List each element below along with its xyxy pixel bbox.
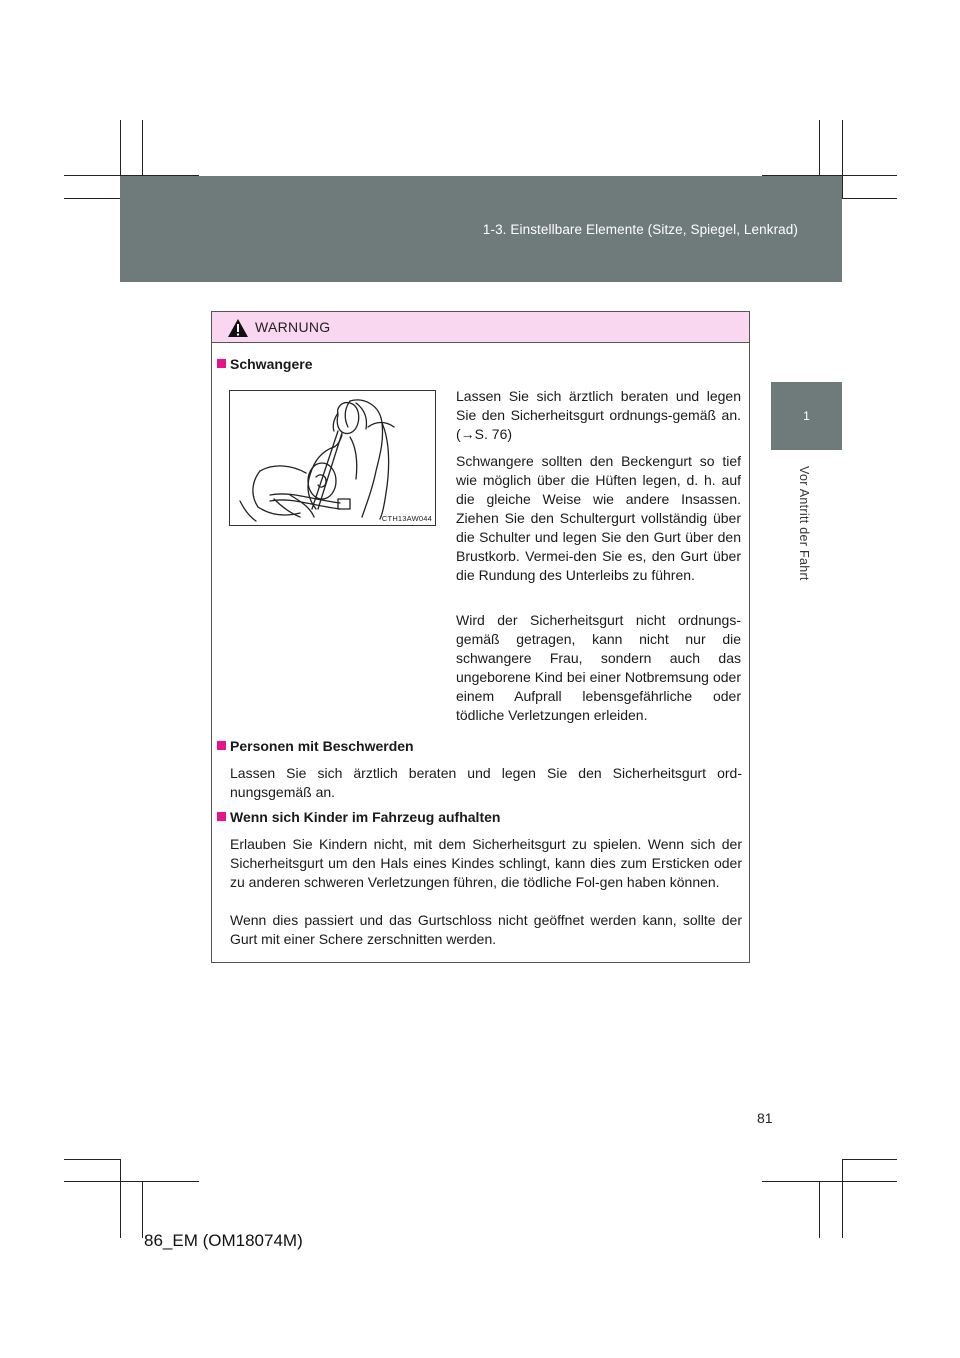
crop-mark [842,1159,897,1160]
paragraph: Schwangere sollten den Beckengurt so tief wie möglich über die Hüften legen, d. h. auf die gleiche Weise wie andere Insassen. Ziehen Sie den Schultergurt vollständig über die Schulter und legen Sie den Gurt über den Brustkorb. Vermei-den Sie es, den Gurt über die Rundung des Unterleibs zu führen. [456,453,741,583]
chapter-label-text: Vor Antritt der Fahrt [797,466,811,581]
section-heading [217,809,500,825]
section-title: 1-3. Einstellbare Elemente (Sitze, Spiegel, Lenkrad) [482,222,798,237]
page-number: 81 [757,1110,773,1126]
crop-mark [64,1159,120,1160]
crop-mark [819,1181,820,1238]
warning-title: WARNUNG [255,319,331,335]
header-band [120,176,842,282]
paragraph: Wenn dies passiert und das Gurtschloss nicht geöffnet werden kann, sollte der Gurt mit einer Schere zerschnitten werden. [230,912,742,947]
crop-mark [120,1159,121,1238]
crop-mark [842,198,897,199]
paragraph: Lassen Sie sich ärztlich beraten und legen Sie den Sicherheitsgurt ord-nungsgemäß an. [230,765,742,800]
pregnant-woman-seatbelt-image [230,391,436,526]
manual-code: 86_EM (OM18074M) [144,1231,303,1250]
chapter-number: 1 [803,409,810,423]
section-heading-text: Schwangere [230,356,313,372]
paragraph: Lassen Sie sich ärztlich beraten und legen Sie den Sicherheitsgurt ordnungs-gemäß an. (→S. 76) [456,388,741,442]
bullet-square-icon [217,741,226,750]
bullet-square-icon [217,812,226,821]
crop-mark [842,1159,843,1238]
bullet-square-icon [217,359,226,368]
illustration-pregnant-seatbelt [229,390,436,526]
warning-triangle-icon [227,318,249,338]
chapter-label [797,466,817,606]
paragraph: Wird der Sicherheitsgurt nicht ordnungs-gemäß getragen, kann nicht nur die schwangere Frau, sondern auch das ungeborene Kind bei einer Notbremsung oder einem Aufprall lebensgefährliche oder tödliche Verletzungen erleiden. [456,612,741,723]
crop-mark [842,120,843,198]
paragraph: Erlauben Sie Kindern nicht, mit dem Sicherheitsgurt zu spielen. Wenn sich der Sicherheitsgurt um den Hals eines Kindes schlingt, kann dies zum Ersticken oder zu anderen schweren Verletzungen führen, die tödliche Fol-gen haben können. [230,836,742,890]
section-heading [217,738,414,754]
warning-box [211,311,750,963]
illustration-code: CTH13AW044 [381,514,432,523]
chapter-tab [771,382,842,450]
crop-mark [762,1181,897,1182]
warning-header [212,312,749,343]
section-heading [217,356,312,372]
crop-mark [64,198,120,199]
crop-mark [64,1181,199,1182]
crop-mark [142,1181,143,1238]
section-heading-text: Wenn sich Kinder im Fahrzeug aufhalten [230,809,501,825]
section-heading-text: Personen mit Beschwerden [230,738,414,754]
